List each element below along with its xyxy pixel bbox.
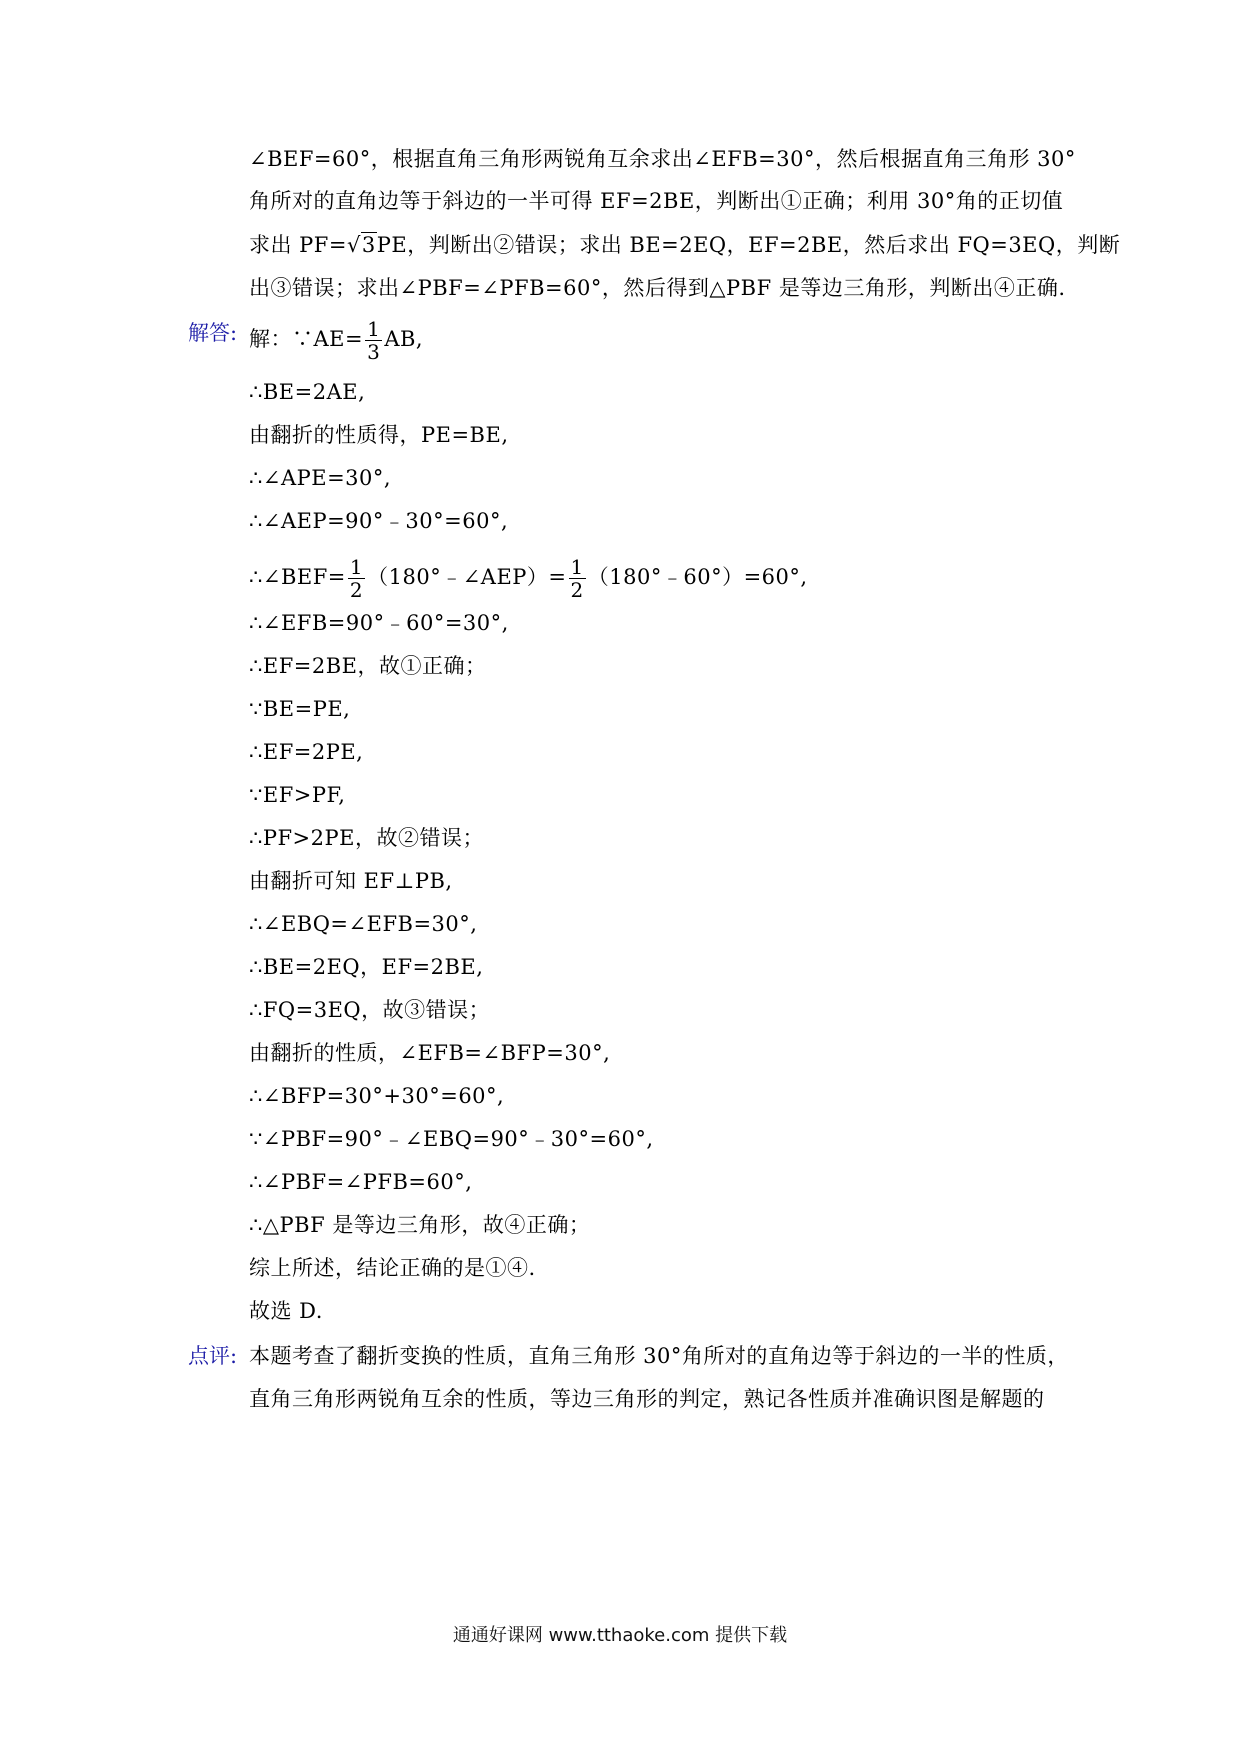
fraction-denominator: 2 — [349, 578, 364, 602]
answer-line: ∴EF=2PE, — [249, 740, 364, 764]
bef-suffix: （180°﹣60°）=60°, — [587, 565, 808, 589]
fraction-one-third — [365, 318, 382, 363]
fraction-numerator: 1 — [367, 317, 381, 341]
analysis-line-3-end: PE，判断出②错误；求出 BE=2EQ，EF=2BE，然后求出 FQ=3EQ，判断 — [376, 233, 1121, 257]
analysis-line-4: 出③错误；求出∠PBF=∠PFB=60°，然后得到△PBF 是等边三角形，判断出④正确. — [249, 276, 1066, 300]
answer-first-suffix: AB, — [384, 327, 424, 351]
analysis-line-3-start: 求出 PF= — [249, 233, 347, 257]
answer-line: ∴BE=2AE, — [249, 380, 366, 404]
answer-line: ∴∠AEP=90°﹣30°=60°, — [249, 509, 509, 533]
answer-line: ∵∠PBF=90°﹣∠EBQ=90°﹣30°=60°, — [249, 1127, 654, 1151]
answer-label: 解答: — [188, 321, 238, 345]
answer-first-line — [249, 318, 423, 363]
analysis-line-3 — [249, 230, 1120, 260]
fraction-denominator: 3 — [367, 340, 381, 364]
answer-line: ∵BE=PE, — [249, 697, 351, 721]
answer-line: ∴EF=2BE，故①正确； — [249, 654, 487, 678]
fraction-numerator: 1 — [349, 555, 364, 579]
answer-final-choice: 故选 D. — [249, 1299, 323, 1323]
answer-line: ∴∠PBF=∠PFB=60°, — [249, 1170, 473, 1194]
analysis-line-1: ∠BEF=60°，根据直角三角形两锐角互余求出∠EFB=30°，然后根据直角三角形 30° — [249, 147, 1076, 171]
answer-line: ∴∠APE=30°, — [249, 466, 392, 490]
answer-line: ∴FQ=3EQ，故③错误； — [249, 998, 491, 1022]
answer-line: 由翻折可知 EF⊥PB, — [249, 869, 453, 893]
answer-line: ∴∠BFP=30°+30°=60°, — [249, 1084, 505, 1108]
fraction-denominator: 2 — [570, 578, 584, 602]
answer-bef-line — [249, 556, 808, 601]
answer-line: ∴PF>2PE，故②错误； — [249, 826, 484, 850]
sqrt-radicand: 3 — [361, 233, 376, 257]
fraction-one-half — [569, 556, 586, 601]
comment-line-2: 直角三角形两锐角互余的性质，等边三角形的判定，熟记各性质并准确识图是解题的 — [249, 1387, 1045, 1411]
answer-line: 由翻折的性质，∠EFB=∠BFP=30°, — [249, 1041, 611, 1065]
answer-line: 综上所述，结论正确的是①④. — [249, 1256, 536, 1280]
analysis-line-2: 角所对的直角边等于斜边的一半可得 EF=2BE，判断出①正确；利用 30°角的正切值 — [249, 189, 1064, 213]
answer-line: ∴△PBF 是等边三角形，故④正确； — [249, 1213, 591, 1237]
answer-line: ∴∠EFB=90°﹣60°=30°, — [249, 611, 509, 635]
comment-line-1: 本题考查了翻折变换的性质，直角三角形 30°角所对的直角边等于斜边的一半的性质， — [249, 1344, 1069, 1368]
fraction-numerator: 1 — [570, 555, 584, 579]
fraction-one-half — [348, 556, 365, 601]
answer-first-prefix: 解：∵AE= — [249, 327, 364, 351]
answer-line: ∴∠EBQ=∠EFB=30°, — [249, 912, 478, 936]
answer-line: ∴BE=2EQ，EF=2BE, — [249, 955, 484, 979]
page-footer: 通通好课网 www.tthaoke.com 提供下载 — [452, 1625, 788, 1646]
bef-prefix: ∴∠BEF= — [249, 565, 346, 589]
bef-middle: （180°﹣∠AEP）= — [367, 565, 567, 589]
answer-line: 由翻折的性质得，PE=BE, — [249, 423, 509, 447]
answer-line: ∵EF>PF, — [249, 783, 346, 807]
sqrt-symbol: √3 — [346, 233, 376, 257]
comment-label: 点评: — [188, 1344, 238, 1368]
